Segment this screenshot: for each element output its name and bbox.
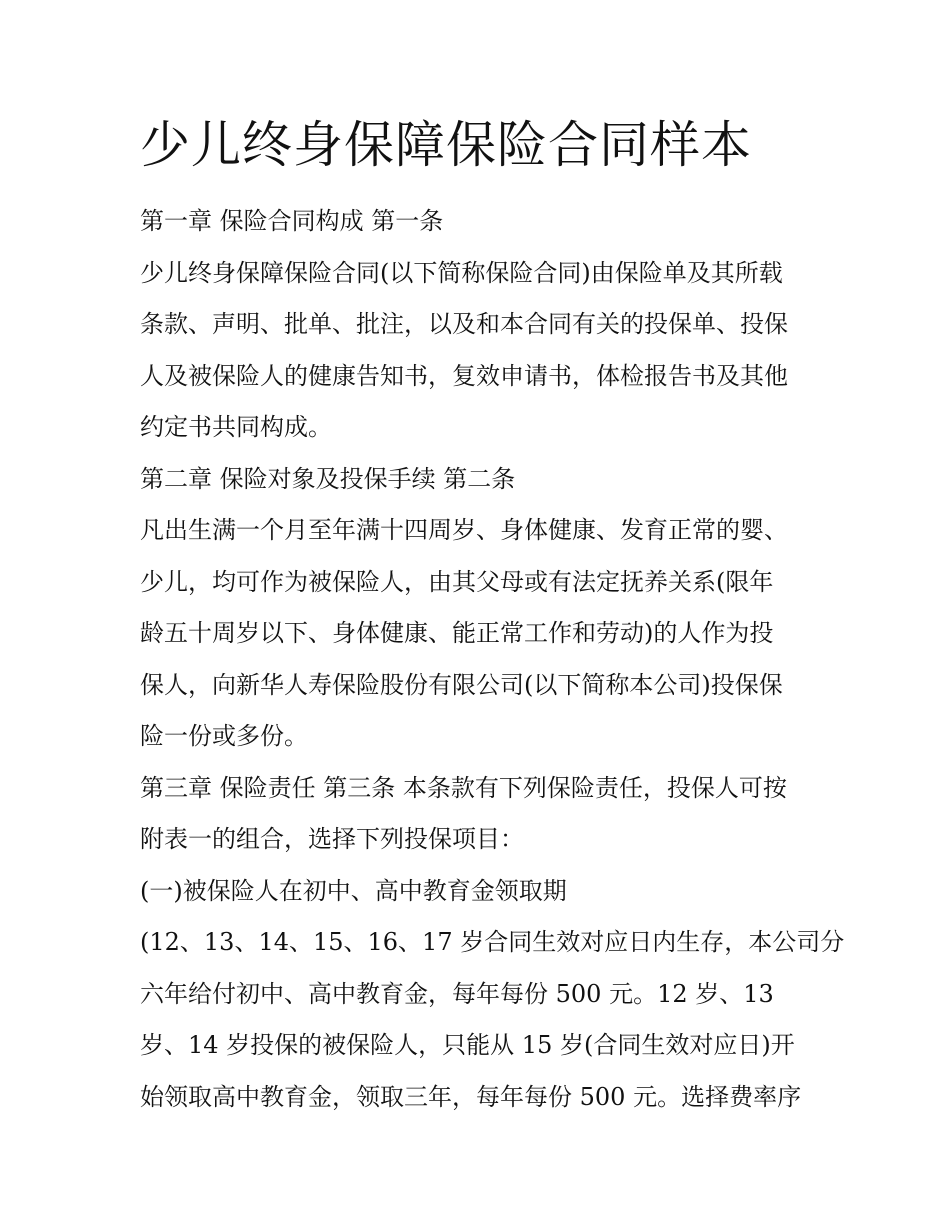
paragraph-line: 保人，向新华人寿保险股份有限公司(以下简称本公司)投保保	[140, 670, 783, 699]
document-body	[140, 196, 845, 1123]
document-title: 少儿终身保障保险合同样本	[140, 116, 752, 174]
paragraph-line: 条款、声明、批单、批注，以及和本合同有关的投保单、投保	[140, 310, 788, 338]
paragraph-line: 约定书共同构成。	[140, 413, 332, 441]
paragraph-line: 六年给付初中、高中教育金，每年每份 500 元。12 岁、13	[140, 979, 774, 1008]
paragraph-line: 凡出生满一个月至年满十四周岁、身体健康、发育正常的婴、	[140, 516, 788, 544]
paragraph-line: 始领取高中教育金，领取三年，每年每份 500 元。选择费率序	[140, 1082, 802, 1111]
paragraph-line: (12、13、14、15、16、17 岁合同生效对应日内生存，本公司分	[140, 928, 845, 956]
paragraph-line: 龄五十周岁以下、身体健康、能正常工作和劳动)的人作为投	[140, 619, 774, 647]
chapter-1-heading: 第一章 保险合同构成 第一条	[140, 207, 444, 235]
paragraph-line: 岁、14 岁投保的被保险人，只能从 15 岁(合同生效对应日)开	[140, 1031, 795, 1059]
chapter-3-heading: 第三章 保险责任 第三条 本条款有下列保险责任，投保人可按	[140, 773, 787, 802]
list-item-heading: (一)被保险人在初中、高中教育金领取期	[140, 876, 567, 905]
chapter-2-heading: 第二章 保险对象及投保手续 第二条	[140, 464, 516, 493]
paragraph-line: 人及被保险人的健康告知书，复效申请书，体检报告书及其他	[140, 361, 788, 390]
paragraph-line: 附表一的组合，选择下列投保项目：	[140, 825, 524, 853]
paragraph-line: 少儿终身保障保险合同(以下简称保险合同)由保险单及其所载	[140, 258, 783, 287]
paragraph-line: 少儿，均可作为被保险人，由其父母或有法定抚养关系(限年	[140, 567, 774, 596]
paragraph-line: 险一份或多份。	[140, 722, 308, 750]
